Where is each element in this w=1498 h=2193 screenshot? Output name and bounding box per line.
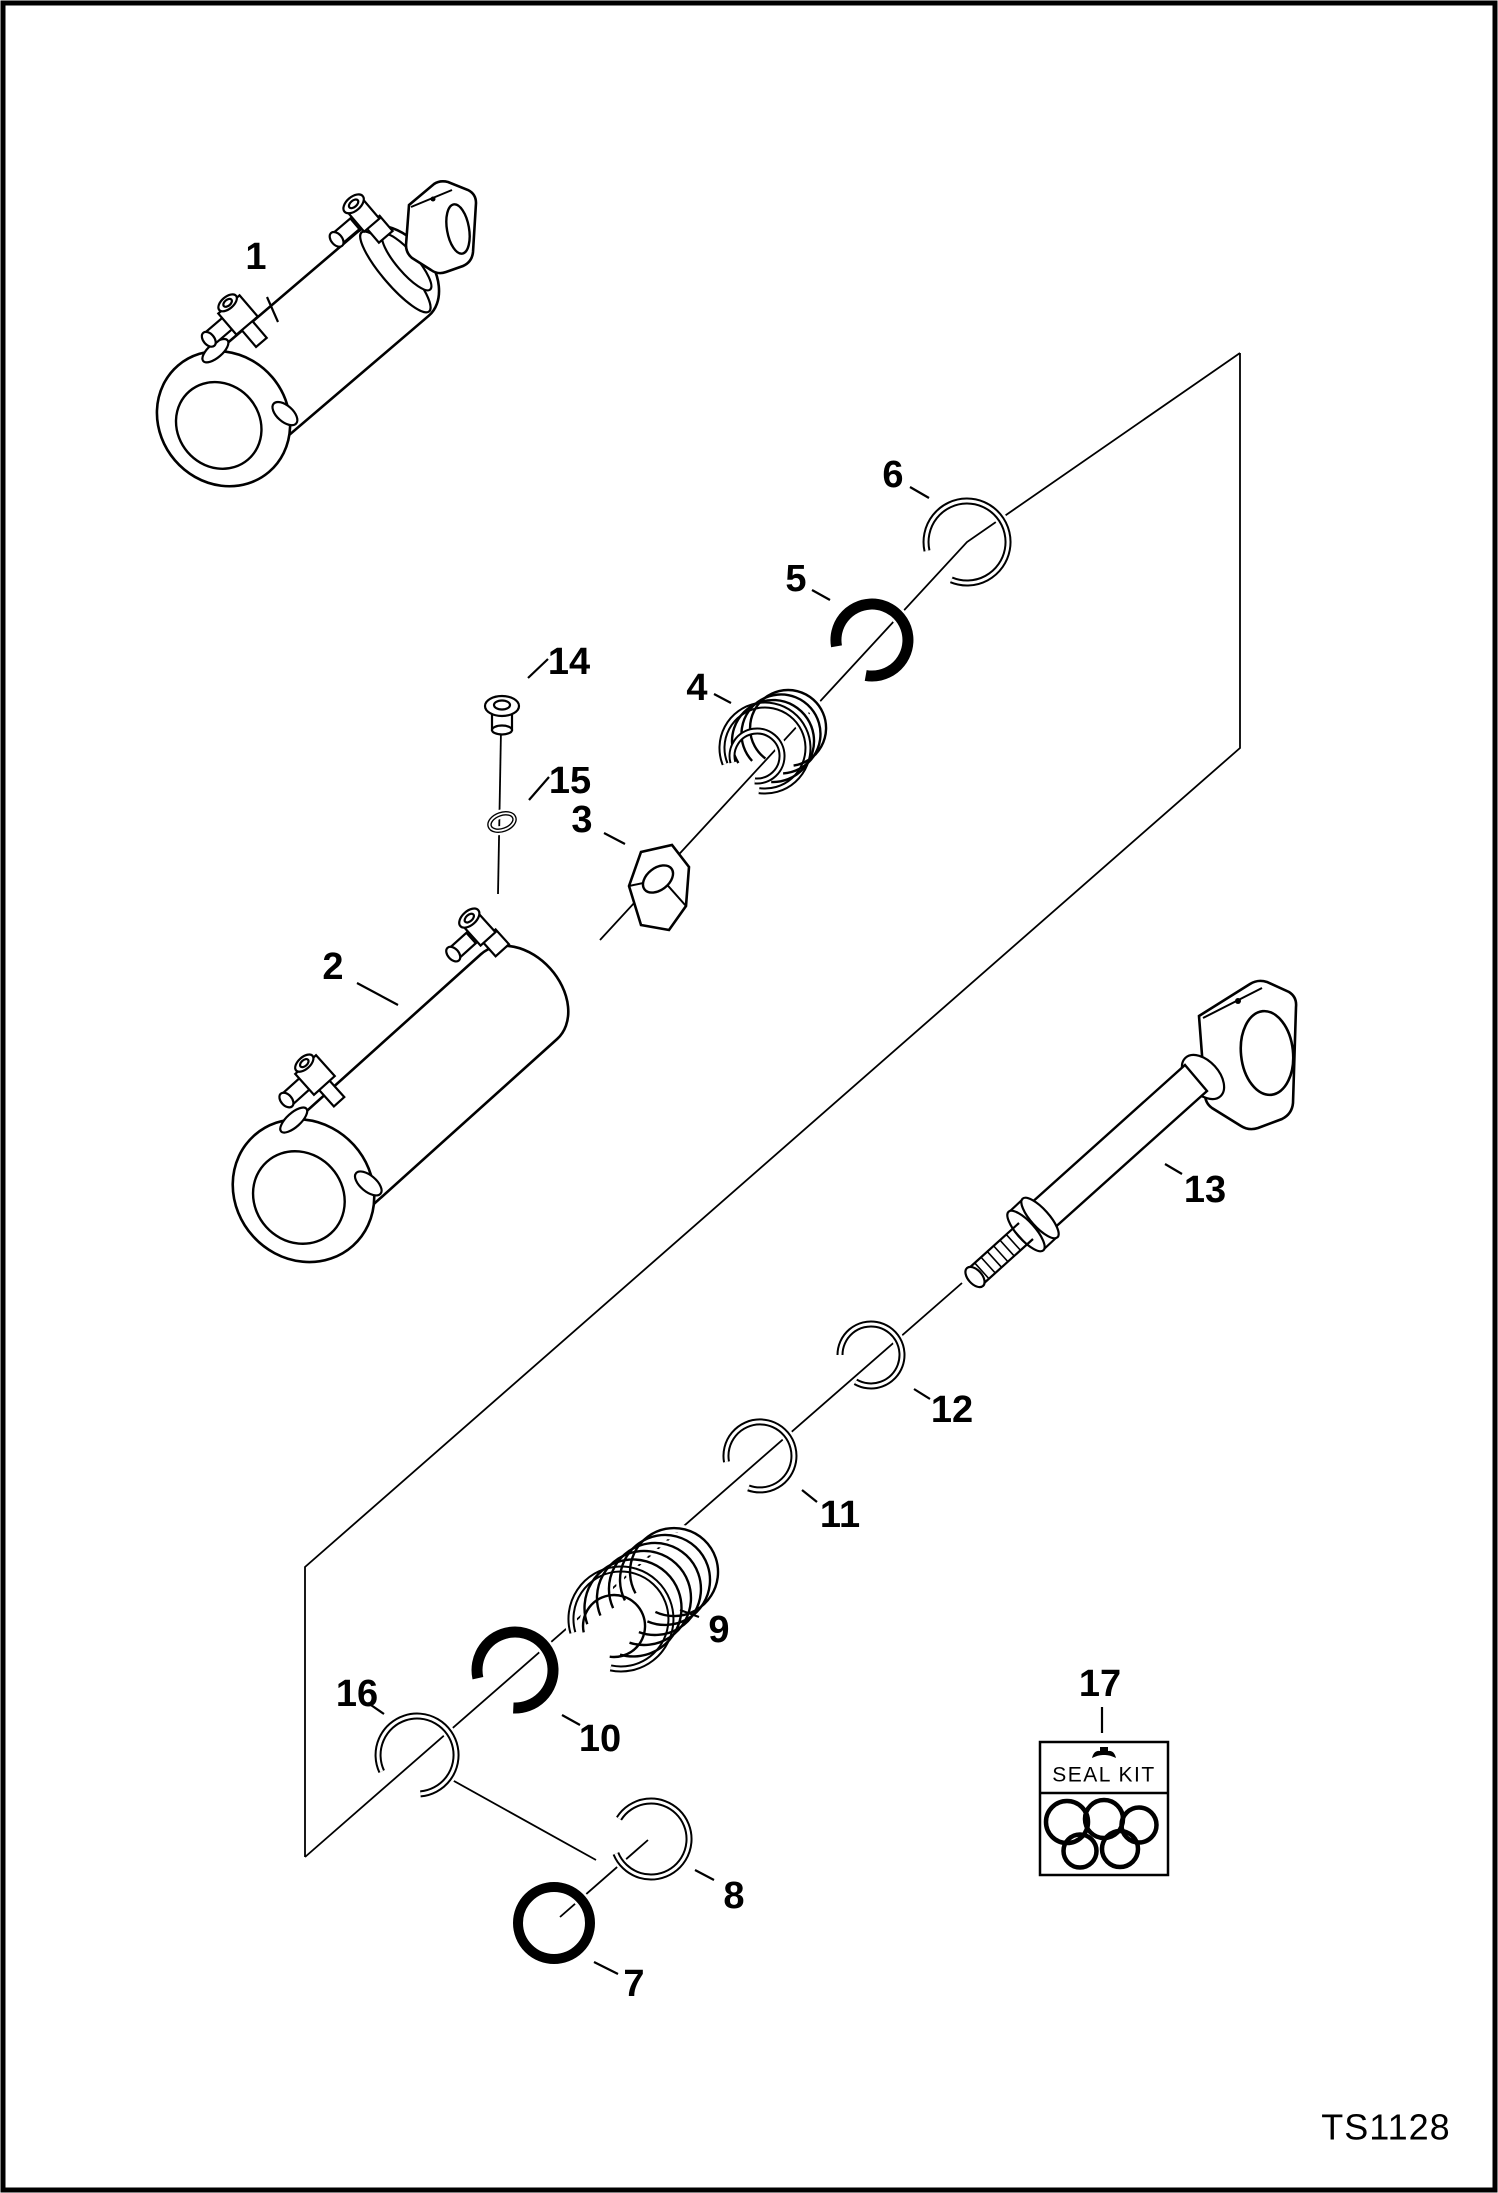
plug-hex-socket <box>494 701 510 710</box>
callout-number-12: 12 <box>930 1389 974 1431</box>
callout-number-4: 4 <box>686 667 708 709</box>
seal-kit-label: SEAL KIT <box>1052 1763 1156 1787</box>
callout-number-17: 17 <box>1078 1663 1122 1705</box>
callout-number-11: 11 <box>819 1494 861 1536</box>
callout-number-1: 1 <box>245 236 267 278</box>
callout-number-6: 6 <box>882 454 904 496</box>
callout-number-16: 16 <box>335 1673 379 1715</box>
plug-body-bottom <box>492 726 512 735</box>
callout-number-2: 2 <box>322 946 344 988</box>
callout-number-7: 7 <box>623 1963 645 2005</box>
seal-kit-package <box>1040 1742 1168 1875</box>
callout-number-5: 5 <box>785 558 807 600</box>
callout-number-8: 8 <box>723 1875 745 1917</box>
callout-number-3: 3 <box>571 799 593 841</box>
clevis-pin-hole <box>1235 998 1241 1004</box>
callout-number-9: 9 <box>708 1609 730 1651</box>
callout-number-10: 10 <box>578 1718 622 1760</box>
callout-number-13: 13 <box>1183 1169 1227 1211</box>
callout-number-14: 14 <box>547 641 591 683</box>
figure-code: TS1128 <box>1321 2106 1451 2148</box>
callout-number-15: 15 <box>548 760 592 802</box>
clevis-pin-hole <box>431 197 436 202</box>
